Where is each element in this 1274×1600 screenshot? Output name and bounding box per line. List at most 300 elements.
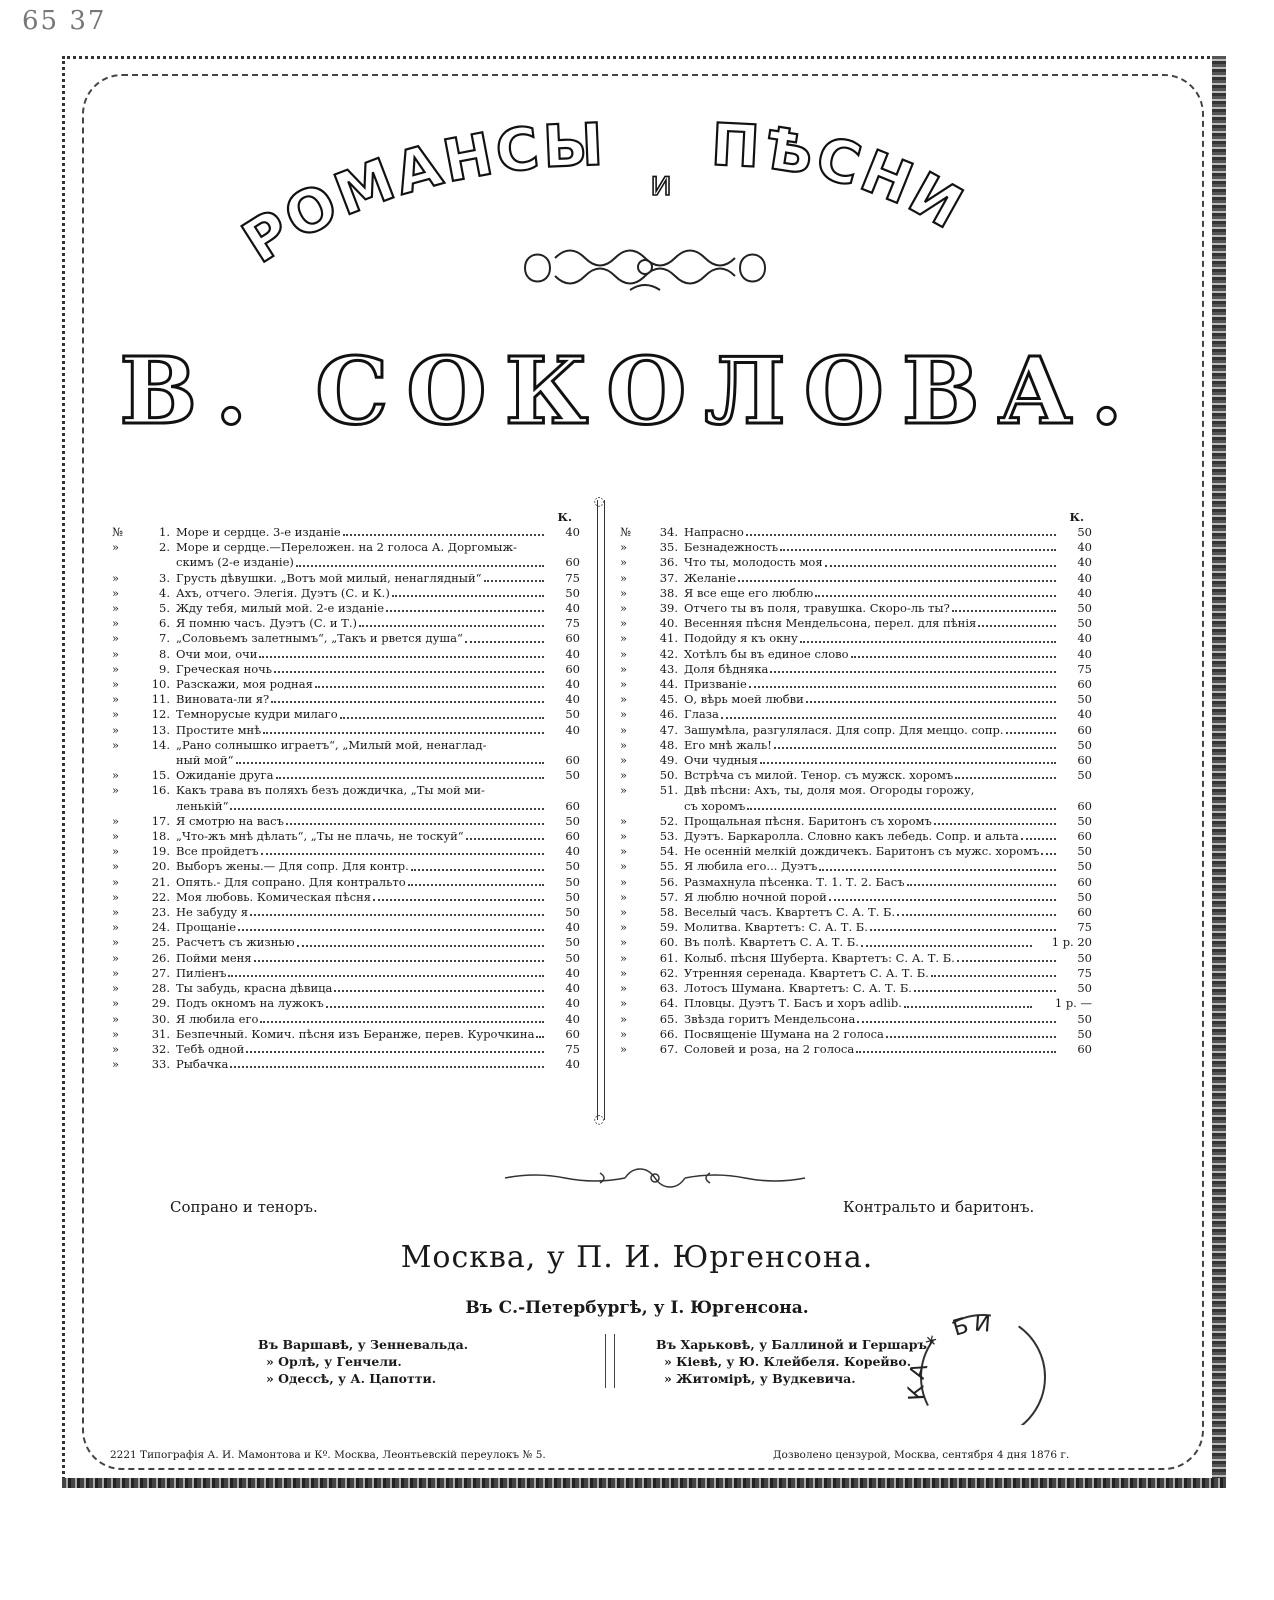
entry-number: 59. — [659, 920, 678, 935]
entry-marker: » — [620, 692, 628, 707]
entry-title: Доля бѣдняка — [684, 661, 769, 676]
entry-marker: » — [112, 540, 120, 555]
entry-title: Выборъ жены.— Для сопр. Для контр. — [176, 859, 409, 874]
entry-marker: » — [112, 677, 120, 692]
entry-title: Пойми меня — [176, 950, 252, 965]
city-line: » Одессѣ, у А. Цапотти. — [266, 1371, 437, 1386]
entry-title: Призваніе — [684, 677, 747, 692]
song-entry — [620, 920, 1092, 935]
entry-price: 40 — [546, 677, 580, 692]
entry-marker: » — [620, 783, 628, 798]
entry-price: 50 — [1058, 616, 1092, 631]
price-header-right: К. — [1069, 510, 1084, 524]
entry-price: 40 — [546, 1057, 580, 1072]
entry-marker: » — [620, 920, 628, 935]
entry-marker: » — [112, 692, 120, 707]
entry-price: 40 — [1058, 571, 1092, 586]
entry-title: Я люблю ночной порой — [684, 889, 827, 904]
song-entry — [620, 768, 1092, 783]
divider-top-ornament: ◌ — [593, 494, 605, 508]
entry-marker: » — [620, 753, 628, 768]
entry-title-continued: съ хоромъ — [684, 798, 746, 813]
entry-price: 50 — [546, 586, 580, 601]
song-entry — [620, 981, 1092, 996]
entry-price: 40 — [546, 723, 580, 738]
entry-marker: » — [620, 646, 628, 661]
entry-number: 31. — [151, 1026, 170, 1041]
entry-marker: » — [620, 601, 628, 616]
song-entry — [112, 631, 580, 646]
entry-price: 40 — [546, 844, 580, 859]
entry-price: 40 — [1058, 647, 1092, 662]
entry-number: 58. — [659, 905, 678, 920]
entry-title: „Что-жъ мнѣ дѣлать“, „Ты не плачь, не тоскуй“ — [176, 829, 464, 844]
song-entry — [620, 1027, 1092, 1042]
entry-marker: » — [620, 555, 628, 570]
entry-price: 40 — [1058, 555, 1092, 570]
song-entry — [112, 996, 580, 1011]
entry-title: Греческая ночь — [176, 661, 273, 676]
entry-price: 75 — [546, 571, 580, 586]
entry-number: 51. — [659, 783, 678, 798]
entry-title: Прощальная пѣсня. Баритонъ съ хоромъ — [684, 813, 932, 828]
entry-title: Напрасно — [684, 525, 744, 539]
entry-number: 40. — [659, 616, 678, 631]
entry-price: 60 — [1058, 829, 1092, 844]
publisher-main: Москва, у П. И. Юргенсона. — [400, 1240, 874, 1275]
entry-title: Пловцы. Дуэтъ Т. Басъ и хоръ adlib. — [684, 996, 902, 1011]
voice-soprano-tenor: Сопрано и теноръ. — [170, 1198, 318, 1216]
song-entry — [112, 540, 580, 570]
song-entry — [620, 951, 1092, 966]
entry-number: 39. — [659, 601, 678, 616]
entry-marker: » — [620, 859, 628, 874]
song-entry — [620, 662, 1092, 677]
bottom-edge-strip — [62, 1478, 1226, 1488]
entry-number: 50. — [659, 768, 678, 783]
song-entry — [620, 677, 1092, 692]
entry-title: „Рано солнышко играетъ“, „Милый мой, ненаглад- — [176, 737, 487, 752]
entry-title: Опять.- Для сопрано. Для контральто — [176, 874, 406, 889]
entry-title: „Соловьемъ залетнымъ“, „Такъ и рвется душа“ — [176, 631, 463, 646]
song-entry — [112, 829, 580, 844]
entry-marker: » — [112, 1041, 120, 1056]
entry-marker: » — [112, 1026, 120, 1041]
entry-title: Дуэтъ. Баркаролла. Словно какъ лебедь. Сопр. и альта — [684, 829, 1019, 844]
entry-price: 40 — [1058, 631, 1092, 646]
censorship-note: Дозволено цензурой, Москва, сентября 4 дня 1876 г. — [773, 1449, 1070, 1461]
entry-price: 40 — [1058, 540, 1092, 555]
entry-price: 50 — [1058, 981, 1092, 996]
entry-price: 60 — [1058, 875, 1092, 890]
entry-marker: » — [112, 844, 120, 859]
entry-marker: » — [620, 889, 628, 904]
entry-price: 50 — [546, 935, 580, 950]
entry-marker: » — [112, 874, 120, 889]
entry-number: 18. — [151, 829, 170, 844]
entry-price: 50 — [546, 814, 580, 829]
entry-number: 54. — [659, 844, 678, 859]
entry-marker: » — [620, 829, 628, 844]
entry-price: 75 — [546, 1042, 580, 1057]
entry-marker: » — [620, 631, 628, 646]
entry-number: 2. — [159, 540, 170, 555]
song-entry — [620, 647, 1092, 662]
entry-price: 50 — [546, 859, 580, 874]
entry-marker: » — [620, 722, 628, 737]
entry-number: 32. — [151, 1041, 170, 1056]
song-entry — [620, 601, 1092, 616]
entry-title-continued: ленькій“ — [176, 798, 229, 813]
entry-marker: » — [112, 646, 120, 661]
entry-title: Лотосъ Шумана. Квартетъ: С. А. Т. Б. — [684, 981, 912, 996]
entry-marker: » — [620, 1011, 628, 1026]
entry-number: 64. — [659, 996, 678, 1011]
entry-number: 27. — [151, 965, 170, 980]
entry-number: 30. — [151, 1011, 170, 1026]
entry-marker: » — [112, 601, 120, 616]
city-line: Въ Варшавѣ, у Зенневальда. — [258, 1337, 469, 1352]
entry-price: 60 — [1058, 905, 1092, 920]
entry-marker: » — [112, 737, 120, 752]
author-name — [119, 335, 1141, 445]
entry-number: 63. — [659, 981, 678, 996]
entry-title: Море и сердце.—Переложен. на 2 голоса А. Доргомыж- — [176, 540, 517, 555]
song-list-right — [620, 510, 1092, 1057]
entry-number: 67. — [659, 1041, 678, 1056]
entry-title: Жду тебя, милый мой. 2-е изданіе — [176, 601, 384, 616]
entry-number: 57. — [659, 889, 678, 904]
entry-title: Размахнула пѣсенка. Т. 1. Т. 2. Басъ — [684, 874, 905, 889]
entry-title: Я смотрю на васъ — [176, 813, 284, 828]
song-entry — [112, 905, 580, 920]
entry-title: Рыбачка — [176, 1057, 229, 1072]
entry-price: 50 — [1058, 1012, 1092, 1027]
entry-price: 40 — [546, 601, 580, 616]
entry-title: Встрѣча съ милой. Тенор. съ мужск. хоромъ — [684, 768, 954, 783]
song-entry — [112, 738, 580, 768]
song-entry — [112, 692, 580, 707]
entry-price: 40 — [1058, 707, 1092, 722]
author-text: В. СОКОЛОВА. — [119, 337, 1141, 445]
entry-title: Моя любовь. Комическая пѣсня — [176, 889, 372, 904]
song-entry — [112, 951, 580, 966]
entry-title: Глаза — [684, 707, 719, 722]
song-entry — [620, 859, 1092, 874]
entry-price: 40 — [546, 966, 580, 981]
song-entry — [620, 540, 1092, 555]
entry-marker: » — [112, 707, 120, 722]
entry-marker: » — [112, 981, 120, 996]
entry-price: 1 р. 20 — [1034, 935, 1092, 950]
entry-number: 56. — [659, 874, 678, 889]
city-line: Въ Харьковѣ, у Баллиной и Гершаръ — [656, 1337, 928, 1352]
song-entry — [112, 723, 580, 738]
entry-number: 23. — [151, 905, 170, 920]
entry-number: 44. — [659, 677, 678, 692]
entry-title: Разскажи, моя родная — [176, 677, 313, 692]
song-entry — [620, 707, 1092, 722]
entry-title: Отчего ты въ поля, травушка. Скоро-ль ты? — [684, 601, 950, 616]
entry-marker: » — [112, 829, 120, 844]
entry-title: Я помню часъ. Дуэтъ (С. и Т.) — [176, 616, 357, 631]
entry-title: Я любила его... Дуэтъ — [684, 859, 818, 874]
entry-title: Виновата-ли я? — [176, 692, 270, 707]
entry-price: 50 — [1058, 814, 1092, 829]
entry-number: 12. — [151, 707, 170, 722]
entry-number: 4. — [159, 585, 170, 600]
entry-price: 60 — [1058, 753, 1092, 768]
entry-marker: » — [112, 905, 120, 920]
song-entry — [620, 875, 1092, 890]
entry-number: 7. — [159, 631, 170, 646]
entry-price: 50 — [546, 707, 580, 722]
entry-title: Прощаніе — [176, 920, 237, 935]
entry-title: О, вѣрь моей любви — [684, 692, 804, 707]
song-entry — [620, 616, 1092, 631]
entry-price: 50 — [1058, 601, 1092, 616]
publisher-branch: Въ С.-Петербургѣ, у І. Юргенсона. — [465, 1298, 809, 1318]
entry-marker: » — [112, 813, 120, 828]
entry-title: Ахъ, отчего. Элегія. Дуэтъ (С. и К.) — [176, 585, 390, 600]
entry-marker: № — [620, 525, 631, 539]
entry-number: 8. — [159, 646, 170, 661]
entry-price: 60 — [546, 753, 580, 768]
entry-price: 60 — [546, 829, 580, 844]
cities-left — [258, 1336, 468, 1387]
entry-number: 11. — [151, 692, 170, 707]
entry-marker: » — [620, 981, 628, 996]
entry-marker: » — [620, 768, 628, 783]
song-entry — [112, 1042, 580, 1057]
entry-price: 50 — [546, 905, 580, 920]
entry-title: Зашумѣла, разгулялася. Для сопр. Для меццо. сопр. — [684, 722, 1004, 737]
entry-title: Что ты, молодость моя — [684, 555, 823, 570]
column-divider — [597, 500, 605, 1120]
entry-number: 49. — [659, 753, 678, 768]
song-entry — [112, 768, 580, 783]
entry-marker: » — [112, 570, 120, 585]
entry-marker: » — [112, 722, 120, 737]
entry-number: 45. — [659, 692, 678, 707]
entry-number: 42. — [659, 646, 678, 661]
entry-title: Колыб. пѣсня Шуберта. Квартетъ: С. А. Т. Б. — [684, 950, 955, 965]
entry-price: 40 — [546, 920, 580, 935]
entry-title: Пиліенъ — [176, 965, 227, 980]
entry-marker: № — [112, 525, 123, 539]
title-word-songs: ПѢСНИ — [709, 110, 977, 244]
entry-number: 52. — [659, 813, 678, 828]
city-line: » Кіевѣ, у Ю. Клейбеля. Корейво. — [664, 1354, 912, 1369]
entry-marker: » — [620, 570, 628, 585]
entry-number: 24. — [151, 920, 170, 935]
song-entry — [112, 571, 580, 586]
entry-title: Желаніе — [684, 570, 737, 585]
entry-price: 60 — [546, 1027, 580, 1042]
svg-text:КА * БИ — [905, 1312, 995, 1401]
song-entry — [620, 935, 1092, 950]
entry-number: 46. — [659, 707, 678, 722]
title-conjunction: и — [650, 164, 673, 204]
entry-title: Грусть дѣвушки. „Вотъ мой милый, ненаглядный“ — [176, 570, 482, 585]
entry-title: Не осенній мелкій дождичекъ. Баритонъ съ мужс. хоромъ — [684, 844, 1040, 859]
entry-title: Хотѣлъ бы въ единое слово — [684, 646, 849, 661]
entry-number: 25. — [151, 935, 170, 950]
entry-marker: » — [112, 889, 120, 904]
song-entry — [112, 875, 580, 890]
entry-price: 50 — [1058, 738, 1092, 753]
entry-price: 40 — [546, 692, 580, 707]
entry-marker: » — [112, 1057, 120, 1072]
entry-title: Не забуду я — [176, 905, 249, 920]
song-entry — [112, 677, 580, 692]
song-entry — [620, 723, 1092, 738]
entry-number: 38. — [659, 585, 678, 600]
entry-marker: » — [112, 768, 120, 783]
song-entry — [620, 890, 1092, 905]
entry-marker: » — [112, 585, 120, 600]
entry-title-continued: скимъ (2-е изданіе) — [176, 555, 294, 570]
entry-marker: » — [620, 844, 628, 859]
entry-price: 50 — [1058, 1027, 1092, 1042]
song-entry — [620, 586, 1092, 601]
entry-number: 13. — [151, 722, 170, 737]
entry-title: Молитва. Квартетъ: С. А. Т. Б. — [684, 920, 868, 935]
entry-number: 43. — [659, 661, 678, 676]
entry-number: 37. — [659, 570, 678, 585]
entry-number: 36. — [659, 555, 678, 570]
song-entry — [620, 571, 1092, 586]
song-entry — [620, 692, 1092, 707]
entry-number: 65. — [659, 1011, 678, 1026]
entry-number: 17. — [151, 813, 170, 828]
cities-divider — [605, 1334, 615, 1388]
entry-price: 50 — [1058, 525, 1092, 540]
entry-title: Море и сердце. 3-е изданіе — [176, 525, 341, 539]
song-entry — [620, 753, 1092, 768]
entry-number: 15. — [151, 768, 170, 783]
entry-price: 50 — [1058, 692, 1092, 707]
entry-number: 26. — [151, 950, 170, 965]
entry-price: 60 — [1058, 723, 1092, 738]
entry-marker: » — [112, 950, 120, 965]
entry-price: 60 — [546, 631, 580, 646]
entry-title: Безпечный. Комич. пѣсня изъ Беранже, перев. Курочкина — [176, 1026, 535, 1041]
entry-price: 40 — [546, 647, 580, 662]
entry-title: Посвященіе Шумана на 2 голоса — [684, 1026, 884, 1041]
entry-number: 41. — [659, 631, 678, 646]
song-entry — [112, 966, 580, 981]
entry-number: 21. — [151, 874, 170, 889]
entry-title: Двѣ пѣсни: Ахъ, ты, доля моя. Огороды горожу, — [684, 783, 975, 798]
divider-bottom-ornament: ◌ — [593, 1112, 605, 1126]
entry-title-continued: ный мой“ — [176, 753, 234, 768]
entry-title: Утренняя серенада. Квартетъ С. А. Т. Б. — [684, 965, 929, 980]
entry-number: 33. — [151, 1057, 170, 1072]
entry-title: Какъ трава въ поляхъ безъ дождичка, „Ты мой ми- — [176, 783, 485, 798]
entry-number: 29. — [151, 996, 170, 1011]
entry-marker: » — [620, 1041, 628, 1056]
entry-title: Темнорусые кудри милаго — [176, 707, 338, 722]
entry-marker: » — [112, 783, 120, 798]
entry-title: Веселый часъ. Квартетъ С. А. Т. Б. — [684, 905, 896, 920]
song-entry — [620, 738, 1092, 753]
entry-price: 60 — [546, 555, 580, 570]
entry-price: 50 — [546, 951, 580, 966]
entry-marker: » — [620, 540, 628, 555]
entry-price: 50 — [546, 768, 580, 783]
entry-number: 5. — [159, 601, 170, 616]
entry-price: 75 — [546, 616, 580, 631]
song-entry — [112, 525, 580, 540]
entry-marker: » — [620, 813, 628, 828]
song-entry — [112, 601, 580, 616]
entry-price: 40 — [546, 1012, 580, 1027]
entry-price: 40 — [546, 525, 580, 540]
entry-price: 1 р. — — [1034, 996, 1092, 1011]
entry-title: Тебѣ одной — [176, 1041, 245, 1056]
entry-marker: » — [620, 950, 628, 965]
entry-price: 75 — [1058, 662, 1092, 677]
entry-price: 50 — [546, 875, 580, 890]
entry-title: Звѣзда горитъ Мендельсона — [684, 1011, 856, 1026]
entry-price: 75 — [1058, 920, 1092, 935]
song-entry — [620, 844, 1092, 859]
entry-title: Я любила его — [176, 1011, 259, 1026]
song-entry — [112, 1027, 580, 1042]
entry-marker: » — [112, 631, 120, 646]
entry-number: 22. — [151, 889, 170, 904]
entry-marker: » — [620, 677, 628, 692]
song-entry — [620, 555, 1092, 570]
entry-title: Все пройдетъ — [176, 844, 259, 859]
song-entry — [620, 829, 1092, 844]
entry-price: 50 — [1058, 890, 1092, 905]
city-line: » Житомірѣ, у Вудкевича. — [664, 1371, 856, 1386]
song-entry — [112, 844, 580, 859]
entry-title: Расчетъ съ жизнью — [176, 935, 295, 950]
entry-marker: » — [112, 1011, 120, 1026]
entry-marker: » — [112, 965, 120, 980]
entry-number: 62. — [659, 965, 678, 980]
entry-marker: » — [112, 996, 120, 1011]
song-entry — [620, 631, 1092, 646]
entry-title: Ты забудь, красна дѣвица — [176, 981, 333, 996]
song-entry — [112, 920, 580, 935]
entry-marker: » — [620, 965, 628, 980]
entry-number: 34. — [659, 525, 678, 539]
entry-title: Простите мнѣ — [176, 722, 262, 737]
entry-price: 40 — [1058, 586, 1092, 601]
song-entry — [620, 1042, 1092, 1057]
entry-price: 60 — [1058, 677, 1092, 692]
song-list-left — [112, 510, 580, 1072]
entry-number: 14. — [151, 737, 170, 752]
song-entry — [112, 707, 580, 722]
entry-price: 50 — [1058, 859, 1092, 874]
entry-number: 28. — [151, 981, 170, 996]
song-entry — [112, 1012, 580, 1027]
voice-contralto-baritone: Контральто и баритонъ. — [843, 1198, 1035, 1216]
entry-price: 50 — [1058, 768, 1092, 783]
song-entry — [112, 1057, 580, 1072]
song-entry — [620, 1012, 1092, 1027]
flourish-divider — [505, 1163, 805, 1193]
entry-number: 47. — [659, 722, 678, 737]
entry-number: 16. — [151, 783, 170, 798]
song-entry — [112, 935, 580, 950]
entry-price: 50 — [1058, 844, 1092, 859]
